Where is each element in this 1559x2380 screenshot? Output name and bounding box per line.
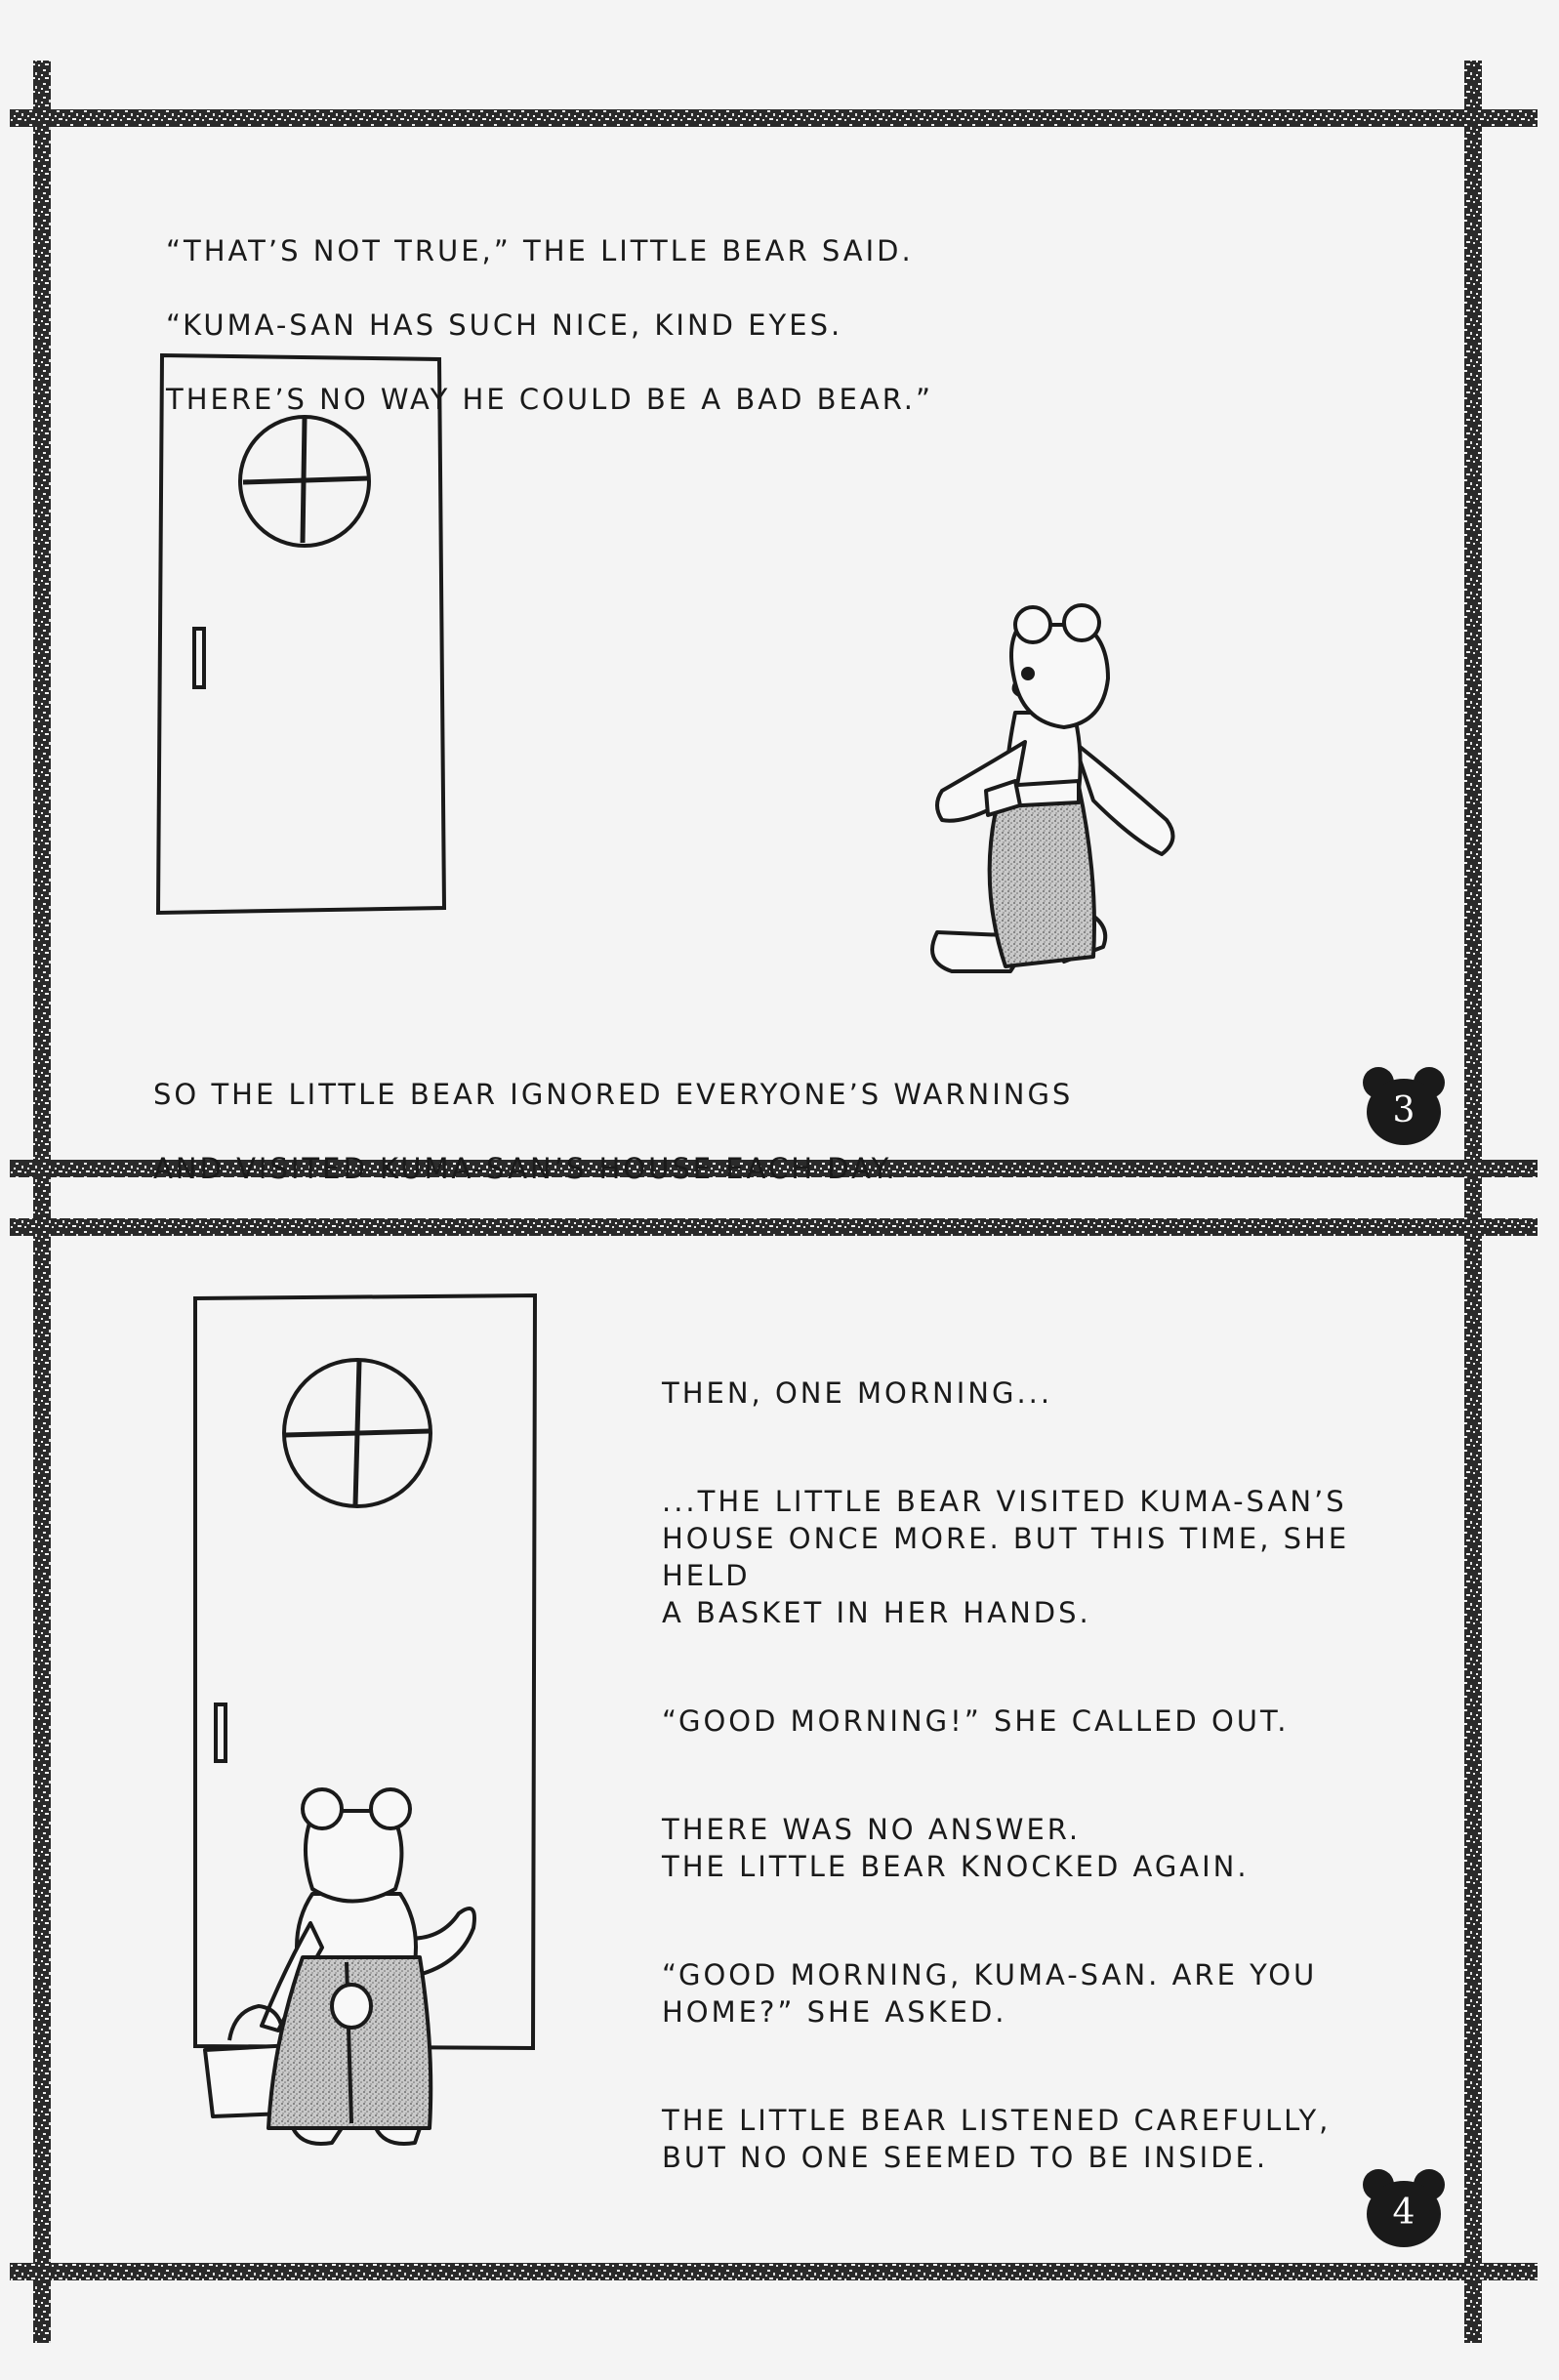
paragraph-2: ...THE LITTLE BEAR VISITED KUMA-SAN’S HOUSE ONCE MORE. BUT THIS TIME, SHE HELD A BASKET IN HER HANDS. [662, 1485, 1350, 1629]
page-number: 4 [1392, 2193, 1415, 2233]
page-number: 3 [1392, 1090, 1415, 1130]
bottom-narration [662, 1337, 1404, 2247]
paragraph-5: “GOOD MORNING, KUMA-SAN. ARE YOU HOME?” SHE ASKED. [662, 1958, 1318, 2029]
dialogue-line-2: “KUMA-SAN HAS SUCH NICE, KIND EYES. [166, 308, 843, 342]
dialogue-line-1: “THAT’S NOT TRUE,” THE LITTLE BEAR SAID. [166, 234, 914, 267]
bear-walking-illustration [932, 605, 1172, 971]
paragraph-1: THEN, ONE MORNING... [662, 1376, 1053, 1410]
narration-line-1: SO THE LITTLE BEAR IGNORED EVERYONE’S WARNINGS [153, 1078, 1074, 1111]
top-narration [153, 1039, 1073, 1224]
dialogue-line-3: THERE’S NO WAY HE COULD BE A BAD BEAR.” [166, 383, 934, 416]
bear-knocking-illustration [205, 1789, 474, 2144]
narration-line-2: AND VISITED KUMA-SAN’S HOUSE EACH DAY. [153, 1152, 898, 1185]
paragraph-4: THERE WAS NO ANSWER. THE LITTLE BEAR KNOCKED AGAIN. [662, 1813, 1250, 1883]
page-number-badge-4 [1361, 2165, 1447, 2249]
top-dialogue [166, 195, 933, 455]
paragraph-6: THE LITTLE BEAR LISTENED CAREFULLY, BUT NO ONE SEEMED TO BE INSIDE. [662, 2104, 1332, 2174]
paragraph-3: “GOOD MORNING!” SHE CALLED OUT. [662, 1704, 1290, 1738]
page-number-badge-3 [1361, 1063, 1447, 1147]
